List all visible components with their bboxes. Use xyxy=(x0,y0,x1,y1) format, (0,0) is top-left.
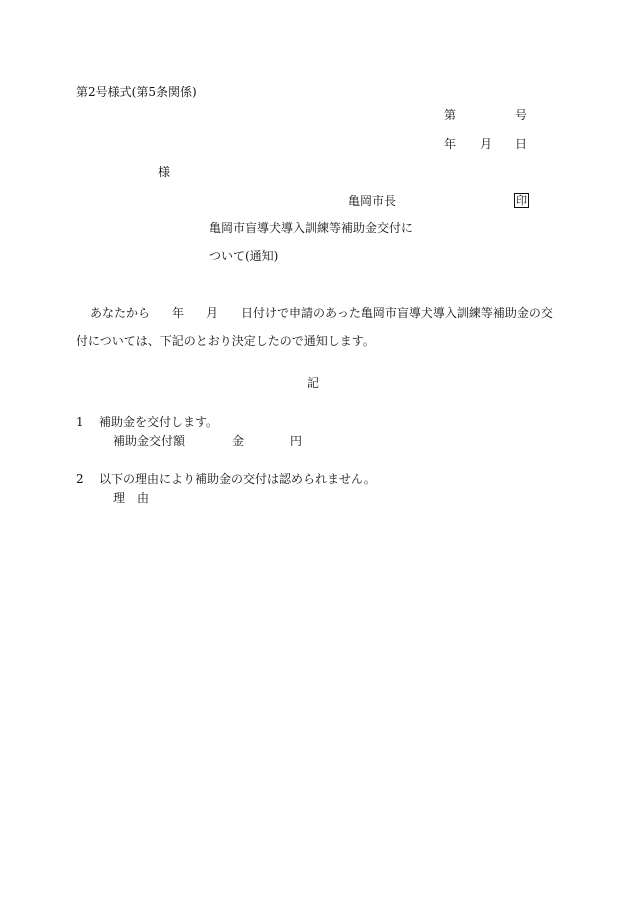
date-month: 月 xyxy=(480,137,493,151)
item-2-number: 2 xyxy=(76,472,84,486)
body-text-month: 月 xyxy=(206,306,219,320)
doc-number-prefix: 第 xyxy=(444,108,457,122)
date-year: 年 xyxy=(444,137,457,151)
body-text-part-1: あなたから xyxy=(90,306,151,320)
form-id: 第2号様式(第5条関係) xyxy=(76,85,197,99)
body-text-year: 年 xyxy=(172,306,185,320)
item-1-text: 補助金を交付します。 xyxy=(99,415,219,429)
date-day: 日 xyxy=(515,137,528,151)
item-1-yen: 円 xyxy=(290,434,303,448)
subject-line-1: 亀岡市盲導犬導入訓練等補助金交付に xyxy=(209,221,414,235)
item-1-kin: 金 xyxy=(232,434,245,448)
body-text-part-2: 日付けで申請のあった亀岡市盲導犬導入訓練等補助金の交 xyxy=(241,306,553,320)
ki-heading: 記 xyxy=(307,376,320,390)
body-text-line-2: 付については、下記のとおり決定したので通知します。 xyxy=(76,334,375,348)
issuer-title: 亀岡市長 xyxy=(348,194,397,208)
item-2-text: 以下の理由により補助金の交付は認められません。 xyxy=(99,472,376,486)
item-1-number: 1 xyxy=(76,415,84,429)
item-2-reason-label: 理 由 xyxy=(113,491,150,505)
item-1-amount-label: 補助金交付額 xyxy=(113,434,186,448)
recipient-suffix: 様 xyxy=(158,165,171,179)
seal-stamp: 印 xyxy=(516,194,527,207)
subject-line-2: ついて(通知) xyxy=(209,249,279,263)
doc-number-suffix: 号 xyxy=(515,108,528,122)
